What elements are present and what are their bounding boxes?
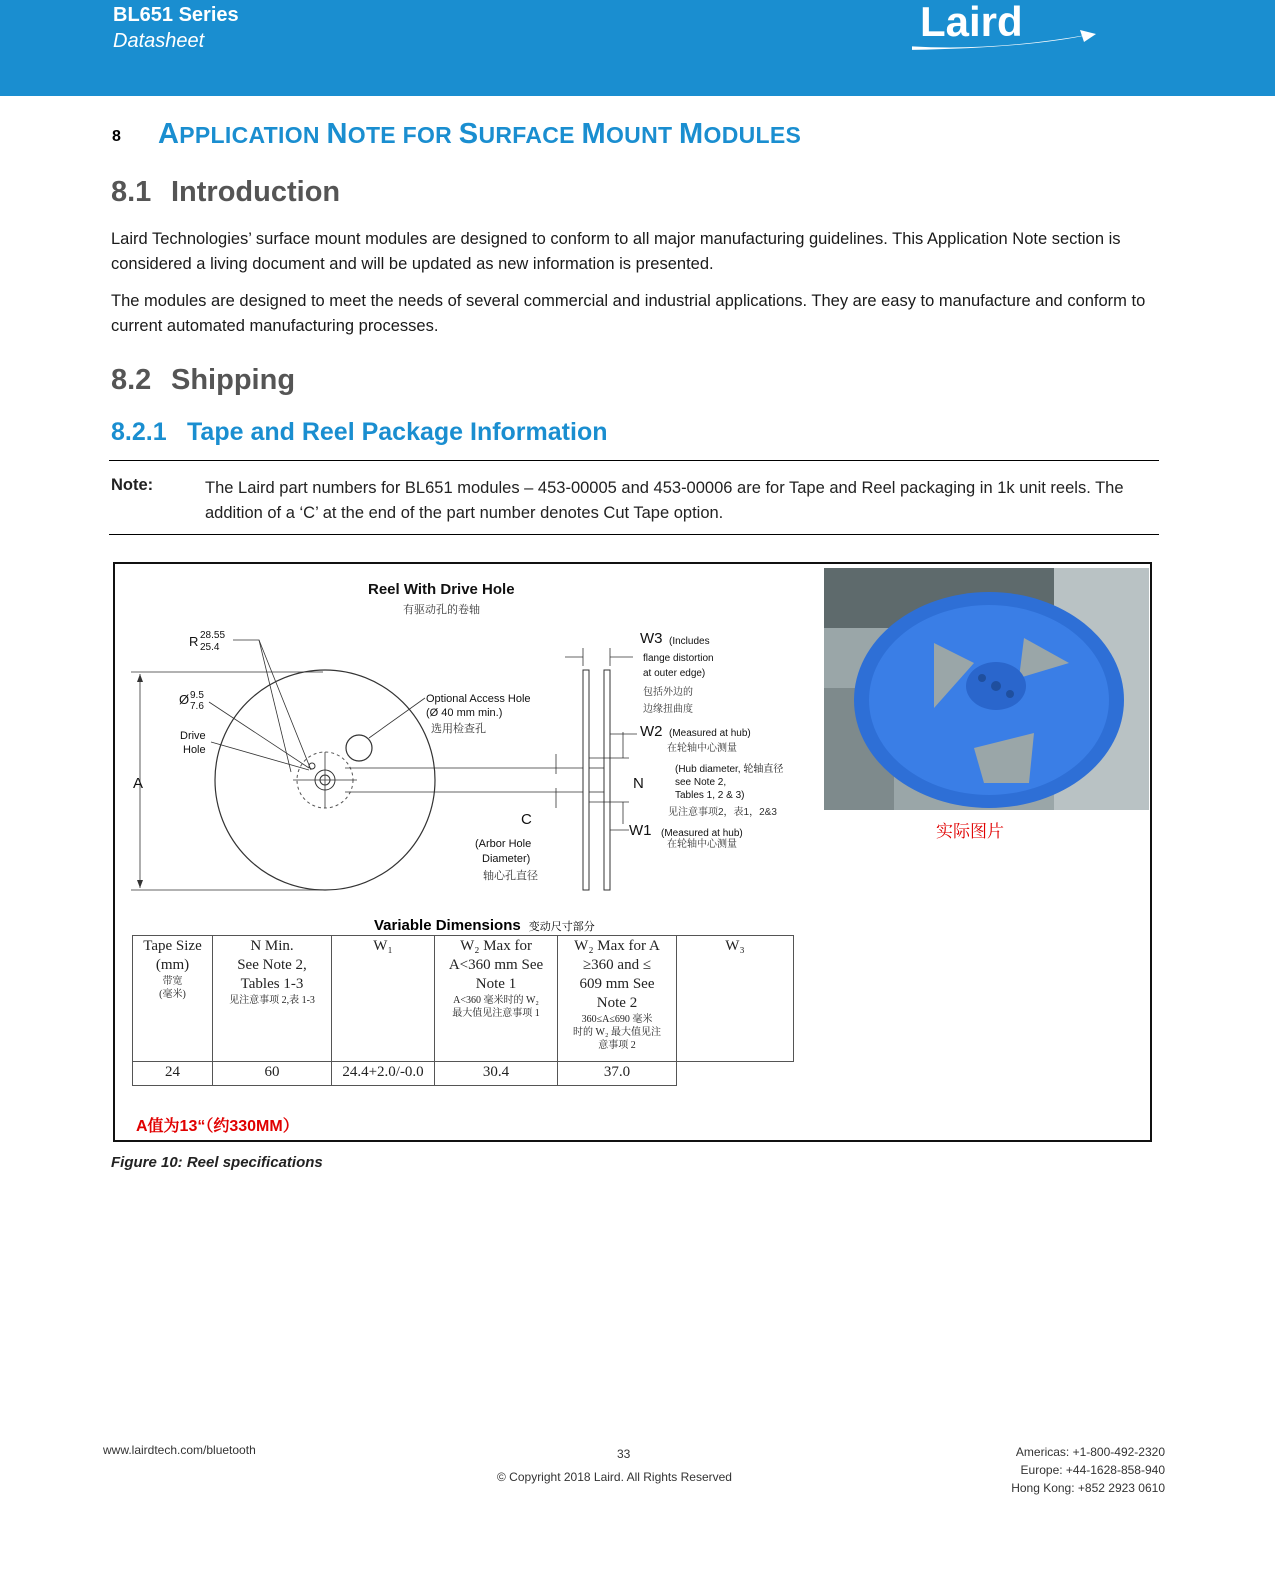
arbor-label-cn: 轴心孔直径 [483, 870, 538, 882]
footer-copyright: © Copyright 2018 Laird. All Rights Reserved [497, 1470, 732, 1484]
dia-top-value: 9.5 [190, 690, 204, 701]
laird-logo [912, 0, 1112, 60]
hub-note-3: Tables 1, 2 & 3) [675, 790, 745, 801]
r-top-value: 28.55 [200, 630, 226, 641]
shipping-heading: 8.2 Shipping [111, 364, 296, 396]
intro-paragraph-2: The modules are designed to meet the needs of several commercial and industrial applications. They are easy to manufacture and conform to current automated manufacturing processes. [111, 292, 1146, 335]
intro-paragraph-1: Laird Technologies’ surface mount modules are designed to conform to all major manufacturing guidelines. This Application Note section is considered a living document and will be updated as new information is presented. [111, 230, 1121, 273]
series-title: BL651 Series [113, 4, 239, 26]
header-w1: W₁ [332, 936, 435, 1062]
table-header-row [133, 936, 794, 1062]
arbor-label-2: Diameter) [482, 853, 531, 865]
w3-cn-2: 边缘扭曲度 [643, 704, 693, 715]
cell-w2-a360: 30.4 [435, 1062, 558, 1086]
drive-hole-label-1: Drive [180, 730, 206, 742]
section-title: APPLICATION NOTE FOR SURFACE MOUNT MODULES [158, 118, 802, 150]
footer-page-number: 33 [617, 1447, 631, 1461]
w1-cn: 在轮轴中心测量 [667, 839, 737, 850]
page-header [0, 0, 1275, 96]
flange-left [583, 670, 589, 890]
tape-reel-heading: 8.2.1 Tape and Reel Package Information [111, 418, 608, 446]
hub-note-1: (Hub diameter, 轮轴直径 [675, 764, 784, 775]
c-label: C [521, 811, 532, 828]
access-hole-label-cn: 选用检查孔 [431, 723, 486, 735]
w1-note: (Measured at hub) [661, 828, 743, 839]
w2-note: (Measured at hub) [669, 728, 751, 739]
dia-label: Ø [179, 692, 190, 707]
cell-tape-size: 24 [133, 1062, 213, 1086]
footer-website[interactable]: www.lairdtech.com/bluetooth [103, 1443, 256, 1457]
logo-text: Laird [920, 0, 1023, 45]
header-w2-max-a360: W₂ Max for A<360 mm See Note 1 A<360 毫米时的 W₂ 最大值见注意事项 1 [435, 936, 558, 1062]
header-w2-max-a609: W₂ Max for A ≥360 and ≤ 609 mm See Note 2 360≤A≤690 毫米 时的 W₂ 最大值见注 意事项 2 [558, 936, 677, 1062]
note-label: Note: [111, 476, 154, 494]
dia-bottom-value: 7.6 [190, 701, 204, 712]
hub-cn: 见注意事项2，表1，2&3 [668, 807, 777, 818]
header-tape-size: Tape Size (mm) 带宽 (毫米) [133, 936, 213, 1062]
drive-hole-label-2: Hole [183, 744, 206, 756]
header-n-min: N Min. See Note 2, Tables 1-3 见注意事项 2,表 1-3 [213, 936, 332, 1062]
drawing-title: Reel With Drive Hole [368, 581, 515, 598]
section-number: 8 [112, 128, 121, 145]
drive-hole-leader [211, 742, 309, 770]
hub-note-2: see Note 2, [675, 777, 727, 788]
w2-label: W2 [640, 723, 663, 740]
cell-w2-a609: 37.0 [558, 1062, 677, 1086]
footer-americas: Americas: +1-800-492-2320 [1015, 1445, 1165, 1459]
flange-right [604, 670, 610, 890]
cell-w1: 24.4+2.0/-0.0 [332, 1062, 435, 1086]
header-w3: W₃ [677, 936, 794, 1062]
reel-photo [824, 568, 1149, 810]
variable-dimensions-table [132, 935, 794, 1086]
w3-cn-1: 包括外边的 [643, 687, 693, 698]
w1-label: W1 [629, 822, 652, 839]
r-leader-2 [259, 640, 291, 772]
a-value-note: A值为13“（约330MM） [136, 1118, 299, 1135]
w3-note-2: flange distortion [643, 653, 714, 664]
access-hole-label-1: Optional Access Hole [426, 693, 531, 705]
reel-drawing [113, 562, 833, 912]
drawing-title-cn: 有驱动孔的卷轴 [403, 604, 480, 616]
access-hole-label-2: (Ø 40 mm min.) [426, 707, 503, 719]
n-label: N [633, 775, 644, 792]
w2-cn: 在轮轴中心测量 [667, 743, 737, 754]
w3-note-3: at outer edge) [643, 668, 706, 679]
arbor-label-1: (Arbor Hole [475, 838, 532, 850]
dim-a-label: A [133, 775, 144, 792]
photo-caption: 实际图片 [936, 822, 1004, 841]
note-rule-top [109, 460, 1159, 461]
intro-heading: 8.1 Introduction [111, 176, 341, 208]
r-label: R [189, 634, 199, 649]
cell-n-min: 60 [213, 1062, 332, 1086]
access-hole [346, 735, 372, 761]
access-hole-leader [369, 698, 425, 738]
footer-hongkong: Hong Kong: +852 2923 0610 [1011, 1481, 1165, 1495]
figure-caption: Figure 10: Reel specifications [111, 1154, 323, 1171]
note-text: The Laird part numbers for BL651 modules – 453-00005 and 453-00006 are for Tape and Reel packaging in 1k unit reels. The addition of a ‘C’ at the end of the part number denotes Cut Tape option. [205, 479, 1124, 522]
logo-arrow-icon [1080, 30, 1096, 42]
doc-type: Datasheet [113, 30, 205, 52]
cell-w3-empty [677, 1062, 794, 1086]
note-rule-bottom [109, 534, 1159, 535]
w3-note-1: (Includes [669, 636, 710, 647]
w3-label: W3 [640, 630, 663, 647]
variable-dimensions-title: Variable Dimensions 变动尺寸部分 [374, 917, 595, 934]
footer-contacts [1011, 1443, 1165, 1497]
r-bottom-value: 25.4 [200, 642, 220, 653]
footer-europe: Europe: +44-1628-858-940 [1020, 1463, 1165, 1477]
table-row [133, 1062, 794, 1086]
